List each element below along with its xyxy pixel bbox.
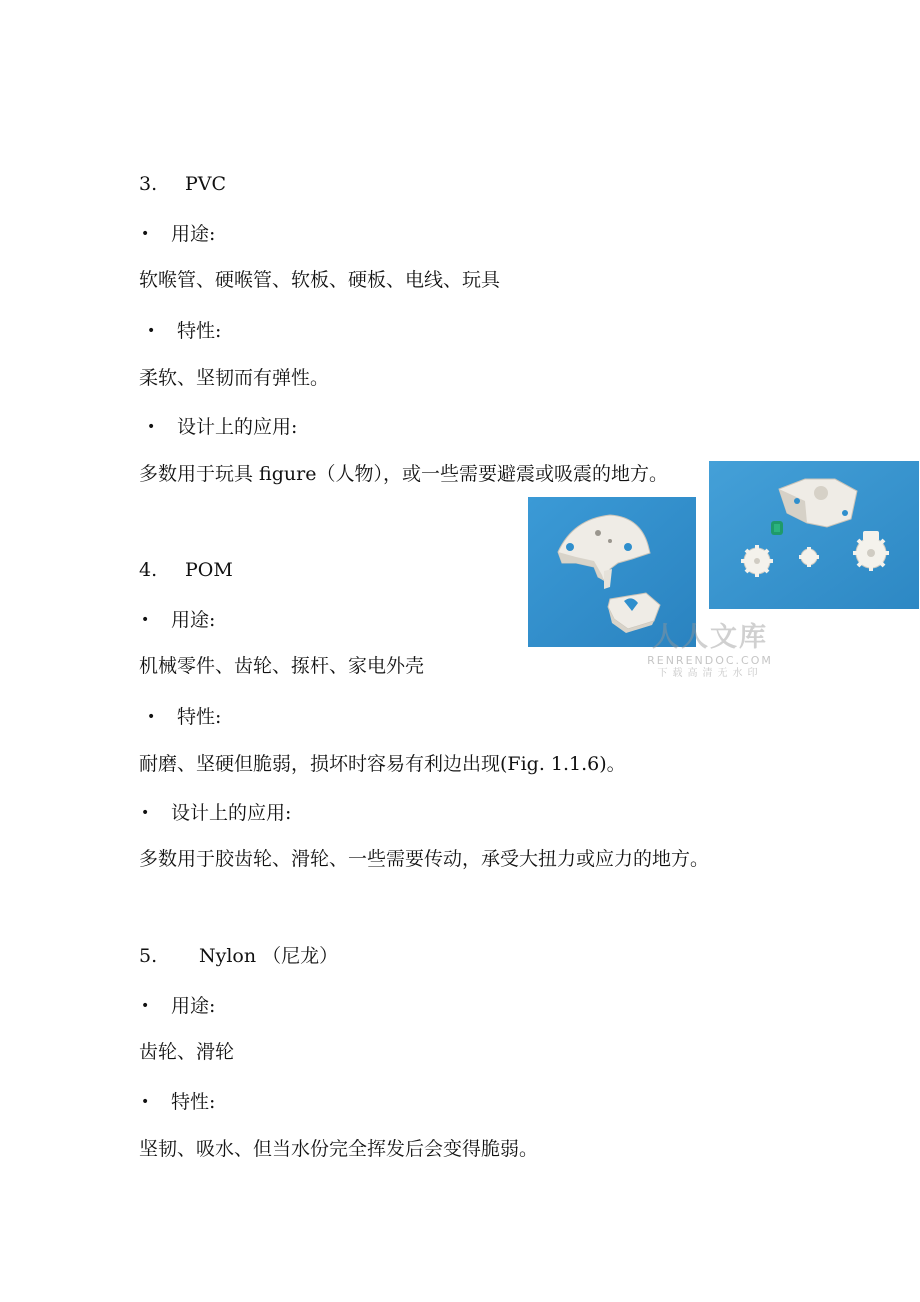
uses-text: 软喉管、硬喉管、软板、硬板、电线、玩具 bbox=[139, 269, 501, 291]
bullet-icon: • bbox=[147, 323, 156, 339]
props-text: 柔软、坚韧而有弹性。 bbox=[139, 367, 330, 389]
uses-text: 机械零件、齿轮、揼杆、家电外壳 bbox=[139, 655, 425, 677]
props-heading bbox=[141, 705, 221, 729]
uses-heading bbox=[141, 222, 215, 246]
bullet-icon: • bbox=[141, 998, 150, 1014]
props-heading bbox=[141, 319, 221, 343]
uses-label: 用途: bbox=[171, 995, 216, 1017]
design-label: 设计上的应用: bbox=[177, 416, 298, 438]
design-heading bbox=[141, 415, 297, 439]
bullet-icon: • bbox=[147, 709, 156, 725]
uses-label: 用途: bbox=[171, 609, 216, 631]
gears-illustration bbox=[709, 461, 919, 609]
design-label: 设计上的应用: bbox=[171, 802, 292, 824]
props-label: 特性: bbox=[177, 320, 222, 342]
uses-label: 用途: bbox=[171, 223, 216, 245]
section-heading bbox=[139, 944, 338, 968]
watermark bbox=[640, 622, 780, 681]
props-heading bbox=[141, 1090, 215, 1114]
uses-text: 齿轮、滑轮 bbox=[139, 1041, 235, 1063]
section-title: PVC bbox=[185, 173, 227, 195]
props-label: 特性: bbox=[177, 706, 222, 728]
watermark-tagline: 下载高清无水印 bbox=[657, 668, 763, 679]
gears-photo bbox=[709, 461, 919, 609]
section-number: 3. bbox=[139, 173, 158, 195]
section-title: Nylon （尼龙） bbox=[199, 945, 339, 967]
section-heading bbox=[139, 558, 233, 582]
bullet-icon: • bbox=[141, 1094, 150, 1110]
section-number: 4. bbox=[139, 559, 158, 581]
uses-heading bbox=[141, 608, 215, 632]
section-title: POM bbox=[185, 559, 233, 581]
watermark-site: RENRENDOC.COM bbox=[647, 654, 773, 667]
uses-heading bbox=[141, 994, 215, 1018]
watermark-logo: 人人文库 bbox=[652, 622, 768, 653]
bullet-icon: • bbox=[141, 226, 150, 242]
bullet-icon: • bbox=[147, 419, 156, 435]
props-text: 耐磨、坚硬但脆弱，损坏时容易有利边出现(Fig. 1.1.6)。 bbox=[139, 753, 626, 775]
bullet-icon: • bbox=[141, 805, 150, 821]
design-text: 多数用于玩具 figure（人物），或一些需要避震或吸震的地方。 bbox=[139, 463, 668, 485]
props-text: 坚韧、吸水、但当水份完全挥发后会变得脆弱。 bbox=[139, 1138, 539, 1160]
section-heading bbox=[139, 172, 226, 196]
design-heading bbox=[141, 801, 291, 825]
bullet-icon: • bbox=[141, 612, 150, 628]
props-label: 特性: bbox=[171, 1091, 216, 1113]
design-text: 多数用于胶齿轮、滑轮、一些需要传动，承受大扭力或应力的地方。 bbox=[139, 848, 710, 870]
section-number: 5. bbox=[139, 945, 158, 967]
